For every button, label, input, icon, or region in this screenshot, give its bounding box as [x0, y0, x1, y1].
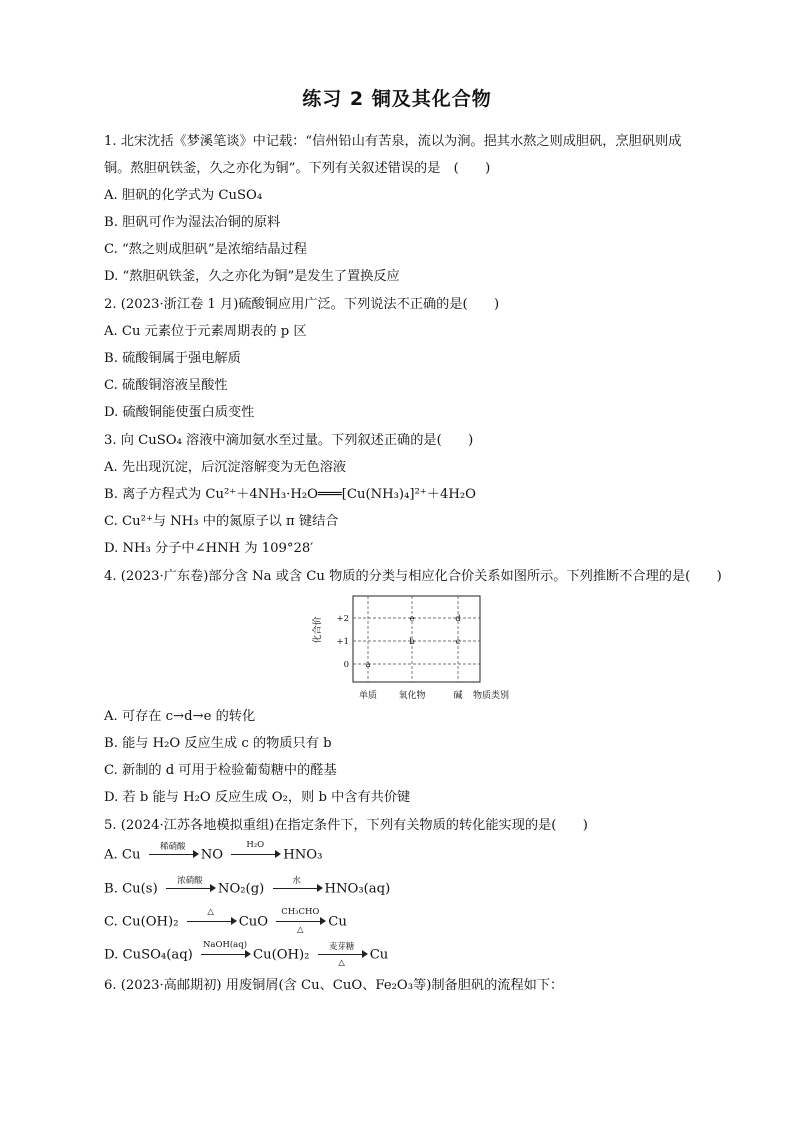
q5-d-cond2: 麦芽糖	[328, 942, 355, 952]
q5-c-arrow1	[185, 907, 237, 931]
q5-d-cond2-heat: △	[338, 958, 345, 968]
q2-option-a: A. Cu 元素位于元素周期表的 p 区	[104, 324, 307, 339]
q5-c-arrow2	[274, 907, 326, 935]
q1-stem-line2: 铜。熬胆矾铁釜，久之亦化为铜”。下列有关叙述错误的是 ( )	[104, 161, 491, 176]
q5-b-cond1: 浓硝酸	[177, 876, 203, 886]
q5-a-cond1: 稀硝酸	[159, 842, 186, 852]
y-tick-label: +1	[336, 637, 349, 647]
q5-c-cond1: △	[207, 907, 214, 917]
q5-c-reactant: C. Cu(OH)₂	[104, 914, 179, 930]
q5-option-a	[104, 840, 323, 864]
q5-b-arrow2	[271, 876, 323, 898]
q5-d-intermediate: Cu(OH)₂	[253, 947, 310, 963]
q4-option-b: B. 能与 H₂O 反应生成 c 的物质只有 b	[104, 736, 332, 751]
q5-b-reactant: B. Cu(s)	[104, 881, 158, 897]
point-c: c	[455, 637, 461, 647]
q6-stem: 6. (2023·高邮期初) 用废铜屑(含 Cu、CuO、Fe₂O₃等)制备胆矾的流程如下：	[104, 978, 564, 993]
q5-d-arrow2	[316, 942, 368, 968]
x-axis-label: 物质类别	[472, 691, 510, 701]
q5-a-cond2: H₂O	[246, 840, 265, 850]
page-title: 练习 2 铜及其化合物	[302, 88, 492, 110]
q5-a-product: HNO₃	[283, 847, 323, 863]
q4-option-d: D. 若 b 能与 H₂O 反应生成 O₂，则 b 中含有共价键	[104, 790, 411, 805]
q5-option-d	[104, 940, 389, 968]
point-e: e	[409, 614, 415, 624]
q5-d-reactant: D. CuSO₄(aq)	[104, 947, 193, 963]
x-category-label: 碱	[453, 691, 463, 701]
q5-b-arrow1	[164, 876, 216, 898]
q5-option-c	[104, 907, 347, 935]
q2-stem: 2. (2023·浙江卷 1 月)硫酸铜应用广泛。下列说法不正确的是( )	[104, 297, 500, 312]
q5-option-b	[104, 876, 391, 898]
q3-option-c: C. Cu²⁺与 NH₃ 中的氮原子以 π 键结合	[104, 514, 339, 529]
q5-a-arrow1	[147, 842, 199, 864]
q1-option-d: D. “熬胆矾铁釜，久之亦化为铜”是发生了置换反应	[104, 269, 400, 284]
x-category-label: 单质	[358, 691, 378, 701]
q1-stem-line1: 1. 北宋沈括《梦溪笔谈》中记载：“信州铅山有苦泉，流以为涧。挹其水熬之则成胆矾，烹胆矾则成	[104, 134, 682, 149]
point-a: a	[365, 660, 371, 670]
q3-option-d: D. NH₃ 分子中∠HNH 为 109°28′	[104, 541, 314, 556]
q1-option-a: A. 胆矾的化学式为 CuSO₄	[104, 188, 263, 203]
valence-chart	[308, 590, 518, 702]
q4-option-c: C. 新制的 d 可用于检验葡萄糖中的醛基	[104, 763, 337, 778]
q5-b-cond2: 水	[292, 876, 301, 886]
q5-b-product: HNO₃(aq)	[324, 881, 391, 897]
q5-d-cond1: NaOH(aq)	[202, 940, 248, 950]
q5-a-intermediate: NO	[200, 847, 224, 863]
q3-option-a: A. 先出现沉淀，后沉淀溶解变为无色溶液	[104, 460, 347, 475]
q2-option-c: C. 硫酸铜溶液呈酸性	[104, 378, 228, 393]
q5-b-intermediate: NO₂(g)	[217, 881, 265, 897]
q5-a-reactant: A. Cu	[104, 847, 141, 863]
point-b: b	[409, 637, 415, 647]
q2-option-b: B. 硫酸铜属于强电解质	[104, 351, 241, 366]
q5-d-product: Cu	[369, 947, 389, 963]
q3-option-b: B. 离子方程式为 Cu²⁺＋4NH₃·H₂O═══[Cu(NH₃)₄]²⁺＋4H₂O	[104, 487, 476, 502]
q1-option-b: B. 胆矾可作为湿法冶铜的原料	[104, 215, 281, 230]
y-axis-label: 化合价	[313, 616, 323, 644]
q2-option-d: D. 硫酸铜能使蛋白质变性	[104, 405, 255, 420]
q4-option-a: A. 可存在 c→d→e 的转化	[104, 709, 256, 724]
q1-option-c: C. “熬之则成胆矾”是浓缩结晶过程	[104, 242, 307, 257]
q4-stem: 4. (2023·广东卷)部分含 Na 或含 Cu 物质的分类与相应化合价关系如图所示。下列推断不合理的是( )	[104, 569, 722, 584]
x-category-label: 氧化物	[398, 691, 426, 701]
q5-a-arrow2	[229, 840, 281, 864]
chart-frame	[353, 596, 480, 682]
q5-c-cond2: CH₃CHO	[281, 907, 320, 917]
y-tick-label: 0	[343, 660, 349, 670]
q5-stem: 5. (2024·江苏各地模拟重组)在指定条件下，下列有关物质的转化能实现的是( )	[104, 818, 588, 833]
point-d: d	[455, 614, 461, 624]
valence-chart-svg	[308, 590, 518, 702]
q5-c-intermediate: CuO	[238, 914, 269, 930]
q3-stem: 3. 向 CuSO₄ 溶液中滴加氨水至过量。下列叙述正确的是( )	[104, 433, 474, 448]
q5-c-product: Cu	[328, 914, 347, 930]
q5-d-arrow1	[199, 940, 251, 964]
q5-c-cond2-heat: △	[297, 925, 304, 935]
y-tick-label: +2	[336, 614, 349, 624]
